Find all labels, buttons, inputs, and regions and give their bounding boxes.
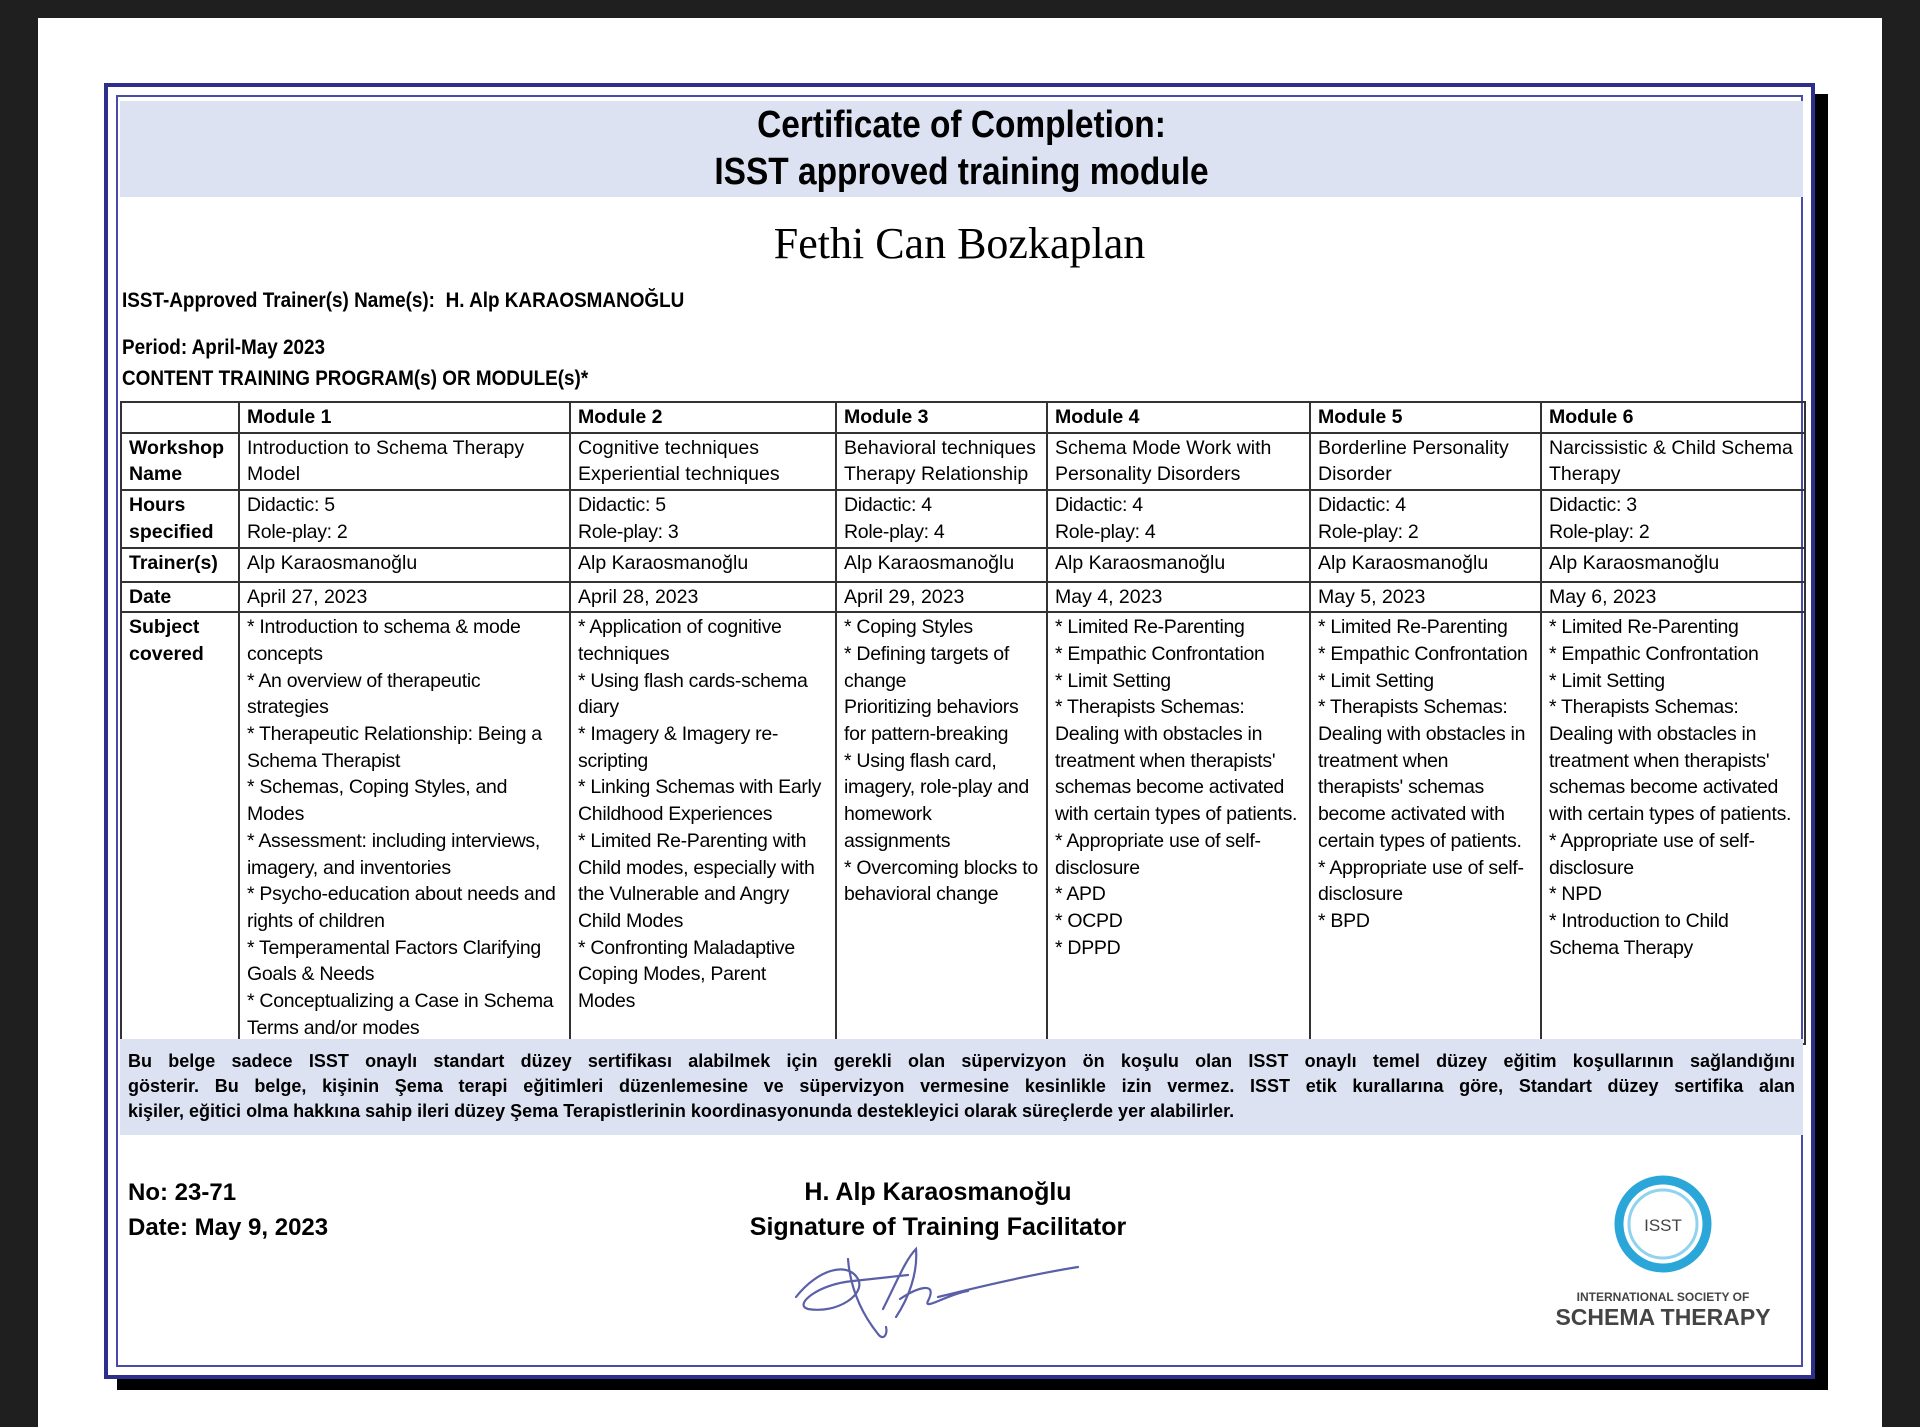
- trainer-cell: Alp Karaosmanoğlu: [239, 548, 570, 582]
- subject-cell: [1541, 612, 1805, 1044]
- didactic-hours: Didactic: 3: [1549, 494, 1637, 517]
- didactic-hours: Didactic: 4: [1318, 494, 1406, 517]
- subject-item: * Using flash cards-schema diary: [578, 669, 808, 719]
- roleplay-hours: Role-play: 4: [844, 520, 945, 543]
- subject-item: * Limited Re-Parenting: [1549, 616, 1739, 639]
- subject-item: Prioritizing behaviors for pattern-breaking: [844, 696, 1019, 746]
- subject-item: * Psycho-education about needs and rights of children: [247, 883, 556, 932]
- trainer-cell: Alp Karaosmanoğlu: [836, 548, 1047, 582]
- subject-cell: [1047, 612, 1310, 1044]
- module-header: Module 5: [1310, 402, 1541, 433]
- table-header-row: [121, 402, 1805, 433]
- subject-item: * Defining targets of change: [844, 642, 1009, 692]
- subject-item: * Empathic Confrontation: [1318, 642, 1528, 665]
- trainer-cell: Alp Karaosmanoğlu: [1047, 548, 1310, 582]
- roleplay-hours: Role-play: 3: [578, 520, 679, 543]
- hours-cell: [570, 490, 836, 547]
- trainer-cell: Alp Karaosmanoğlu: [1310, 548, 1541, 582]
- subject-item: * Appropriate use of self-disclosure: [1055, 829, 1261, 879]
- logo-subtitle: INTERNATIONAL SOCIETY OF: [1576, 1290, 1750, 1304]
- subject-item: * Limited Re-Parenting with Child modes, especially with the Vulnerable and Angry Child Modes: [578, 829, 815, 932]
- notice-line: kişiler, eğitici olma hakkına sahip ileri düzey Şema Terapistlerinin koordinasyonunda destekleyici olarak süreçlerde yer alabilirler.: [128, 1101, 1235, 1121]
- subject-item: * Imagery & Imagery re-scripting: [578, 723, 779, 772]
- subject-item: * Conceptualizing a Case in Schema Terms and/or modes: [247, 990, 554, 1039]
- subject-item: * Overcoming blocks to behavioral change: [844, 856, 1038, 906]
- subject-item: * BPD: [1318, 909, 1370, 932]
- content-heading: CONTENT TRAINING PROGRAM(s) OR MODULE(s)*: [122, 367, 589, 390]
- subject-item: * Limited Re-Parenting: [1055, 616, 1245, 639]
- workshop-name-cell: Behavioral techniques Therapy Relationship: [836, 433, 1047, 490]
- recipient-name: Fethi Can Bozkaplan: [773, 219, 1146, 268]
- row-label-date: Date: [121, 582, 239, 613]
- subject-item: * Temperamental Factors Clarifying Goals & Needs: [247, 936, 541, 986]
- subject-item: * APD: [1055, 883, 1106, 906]
- row-label-trainer: Trainer(s): [121, 548, 239, 582]
- roleplay-hours: Role-play: 4: [1055, 520, 1156, 543]
- subject-item: * Therapists Schemas: Dealing with obstacles in treatment when therapists' schemas become activated with certain types of patients.: [1549, 696, 1792, 826]
- subject-item: * Schemas, Coping Styles, and Modes: [247, 776, 508, 826]
- isst-ring-icon: [1608, 1169, 1718, 1279]
- roleplay-hours: Role-play: 2: [247, 520, 348, 543]
- date-cell: April 28, 2023: [570, 582, 836, 613]
- subject-item: * Linking Schemas with Early Childhood Experiences: [578, 776, 822, 826]
- notice-line: Bu belge sadece ISST onaylı standart düzey sertifikası alabilmek için gerekli olan süpervizyon ön koşulu olan ISST onaylı temel düzey eğitim koşullarının sağlandığını: [128, 1051, 1795, 1071]
- subject-item: * Therapists Schemas: Dealing with obstacles in treatment when therapists' schemas become activated with certain types of patients.: [1055, 696, 1298, 826]
- certificate-frame: [104, 83, 1815, 1379]
- hours-cell: [1310, 490, 1541, 547]
- signature-stroke: [796, 1249, 1078, 1337]
- roleplay-hours: Role-play: 2: [1318, 520, 1419, 543]
- subject-cell: [1310, 612, 1541, 1044]
- trainer-cell: Alp Karaosmanoğlu: [1541, 548, 1805, 582]
- subject-item: * Appropriate use of self-disclosure: [1318, 856, 1524, 906]
- roleplay-hours: Role-play: 2: [1549, 520, 1650, 543]
- date-cell: April 29, 2023: [836, 582, 1047, 613]
- subject-cell: [239, 612, 570, 1044]
- isst-badge-text: ISST: [1644, 1216, 1682, 1235]
- handwritten-signature: [788, 1239, 1088, 1349]
- table-row: [121, 433, 1805, 490]
- workshop-name-cell: Narcissistic & Child Schema Therapy: [1541, 433, 1805, 490]
- subject-item: * Using flash card, imagery, role-play and homework assignments: [844, 749, 1029, 852]
- subject-item: * NPD: [1549, 883, 1602, 906]
- hours-cell: [1047, 490, 1310, 547]
- subject-cell: [836, 612, 1047, 1044]
- facilitator-block: [688, 1175, 1188, 1245]
- logo-title: SCHEMA THERAPY: [1555, 1304, 1771, 1330]
- title-band: [120, 101, 1803, 197]
- subject-item: * Empathic Confrontation: [1055, 642, 1265, 665]
- module-header: Module 4: [1047, 402, 1310, 433]
- subject-item: * Limit Setting: [1055, 669, 1171, 692]
- notice-line: gösterir. Bu belge, kişinin Şema terapi eğitimleri düzenlemesine ve süpervizyon vermesine kesinlikle izin vermez. ISST etik kurallarına göre, Standart düzey sertifika alan: [128, 1076, 1795, 1096]
- subject-item: * OCPD: [1055, 909, 1123, 932]
- workshop-name-cell: Borderline Personality Disorder: [1310, 433, 1541, 490]
- trainer-label: ISST-Approved Trainer(s) Name(s):: [122, 289, 435, 312]
- row-label-subject: Subject covered: [121, 612, 239, 1044]
- module-header: Module 6: [1541, 402, 1805, 433]
- subject-item: * Appropriate use of self-disclosure: [1549, 829, 1755, 879]
- hours-cell: [836, 490, 1047, 547]
- date-cell: May 6, 2023: [1541, 582, 1805, 613]
- hours-cell: [1541, 490, 1805, 547]
- certificate-subtitle: ISST approved training module: [714, 151, 1209, 193]
- subject-item: * Application of cognitive techniques: [578, 616, 782, 665]
- trainer-cell: Alp Karaosmanoğlu: [570, 548, 836, 582]
- subject-item: * Coping Styles: [844, 616, 973, 639]
- subject-item: * DPPD: [1055, 936, 1121, 959]
- module-header: Module 1: [239, 402, 570, 433]
- subject-item: * Confronting Maladaptive Coping Modes, Parent Modes: [578, 936, 795, 1013]
- certificate-title: Certificate of Completion:: [757, 104, 1166, 146]
- didactic-hours: Didactic: 4: [1055, 494, 1143, 517]
- subject-item: * Introduction to Child Schema Therapy: [1549, 909, 1729, 959]
- workshop-name-cell: Schema Mode Work with Personality Disorders: [1047, 433, 1310, 490]
- date-cell: April 27, 2023: [239, 582, 570, 613]
- subject-item: * Assessment: including interviews, imagery, and inventories: [247, 829, 540, 879]
- workshop-name-cell: Introduction to Schema Therapy Model: [239, 433, 570, 490]
- trainer-name: H. Alp KARAOSMANOĞLU: [445, 289, 685, 312]
- modules-table: [120, 401, 1806, 1045]
- subject-item: * Limit Setting: [1549, 669, 1665, 692]
- hours-cell: [239, 490, 570, 547]
- date-cell: May 4, 2023: [1047, 582, 1310, 613]
- facilitator-name: H. Alp Karaosmanoğlu: [804, 1178, 1072, 1206]
- isst-logo: [1538, 1169, 1788, 1331]
- date-cell: May 5, 2023: [1310, 582, 1541, 613]
- certificate-number: No: 23-71: [128, 1179, 237, 1206]
- table-row: [121, 612, 1805, 1044]
- didactic-hours: Didactic: 5: [247, 494, 335, 517]
- row-label-workshop: Workshop Name: [121, 433, 239, 490]
- subject-cell: [570, 612, 836, 1044]
- didactic-hours: Didactic: 5: [578, 494, 666, 517]
- subject-item: * Empathic Confrontation: [1549, 642, 1759, 665]
- subject-item: * Therapeutic Relationship: Being a Schema Therapist: [247, 723, 542, 772]
- certificate-meta: [128, 1175, 328, 1245]
- trainer-line: [122, 289, 684, 313]
- subject-item: * Introduction to schema & mode concepts: [247, 616, 521, 665]
- notice-band: [120, 1039, 1803, 1135]
- subject-item: * Therapists Schemas: Dealing with obstacles in treatment when therapists' schemas become activated with certain types of patients.: [1318, 696, 1526, 852]
- table-row: [121, 582, 1805, 613]
- table-row: [121, 490, 1805, 547]
- didactic-hours: Didactic: 4: [844, 494, 932, 517]
- subject-item: * An overview of therapeutic strategies: [247, 669, 481, 719]
- table-row: [121, 548, 1805, 582]
- workshop-name-cell: Cognitive techniques Experiential techniques: [570, 433, 836, 490]
- module-header: Module 3: [836, 402, 1047, 433]
- subject-item: * Limited Re-Parenting: [1318, 616, 1508, 639]
- facilitator-title: Signature of Training Facilitator: [749, 1213, 1127, 1241]
- subject-item: * Limit Setting: [1318, 669, 1434, 692]
- period-line: Period: April-May 2023: [122, 336, 326, 359]
- module-header: Module 2: [570, 402, 836, 433]
- corner-cell: [121, 402, 239, 433]
- row-label-hours: Hours specified: [121, 490, 239, 547]
- certificate-date: Date: May 9, 2023: [128, 1214, 329, 1241]
